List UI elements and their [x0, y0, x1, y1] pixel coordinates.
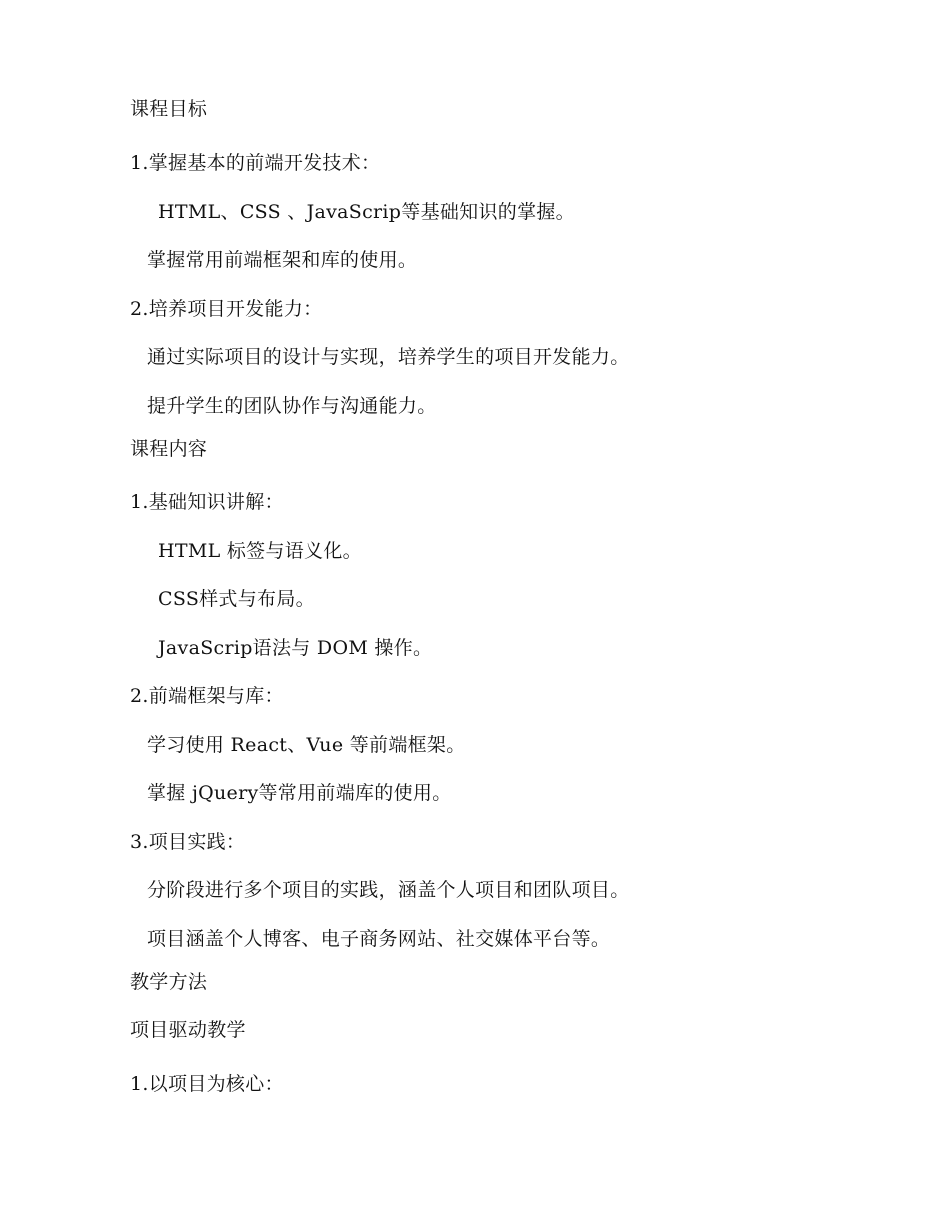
content-2-item-react-vue: 学习使用 React、Vue 等前端框架。	[147, 734, 466, 756]
goal-1-title: 1.掌握基本的前端开发技术：	[130, 152, 381, 174]
goal-2-title: 2.培养项目开发能力：	[130, 298, 323, 320]
heading-teaching-methods: 教学方法	[130, 971, 208, 993]
content-3-item-examples: 项目涵盖个人博客、电子商务网站、社交媒体平台等。	[147, 928, 611, 950]
content-1-item-js: JavaScrip语法与 DOM 操作。	[158, 637, 433, 659]
goal-2-item-teamwork: 提升学生的团队协作与沟通能力。	[147, 395, 437, 417]
subheading-project-driven: 项目驱动教学	[130, 1019, 246, 1041]
content-3-item-phases: 分阶段进行多个项目的实践，涵盖个人项目和团队项目。	[147, 879, 630, 901]
content-2-title: 2.前端框架与库：	[130, 685, 284, 707]
content-1-item-css: CSS样式与布局。	[158, 588, 315, 610]
goal-1-item-frameworks: 掌握常用前端框架和库的使用。	[147, 249, 418, 271]
method-1-title: 1.以项目为核心：	[130, 1073, 284, 1095]
goal-2-item-projects: 通过实际项目的设计与实现，培养学生的项目开发能力。	[147, 346, 630, 368]
content-3-title: 3.项目实践：	[130, 831, 246, 853]
heading-course-content: 课程内容	[130, 438, 208, 460]
content-1-item-html: HTML 标签与语义化。	[158, 540, 362, 562]
content-1-title: 1.基础知识讲解：	[130, 491, 284, 513]
content-2-item-jquery: 掌握 jQuery等常用前端库的使用。	[147, 782, 452, 804]
heading-course-goals: 课程目标	[130, 98, 208, 120]
goal-1-item-basics: HTML、CSS 、JavaScrip等基础知识的掌握。	[158, 201, 575, 223]
